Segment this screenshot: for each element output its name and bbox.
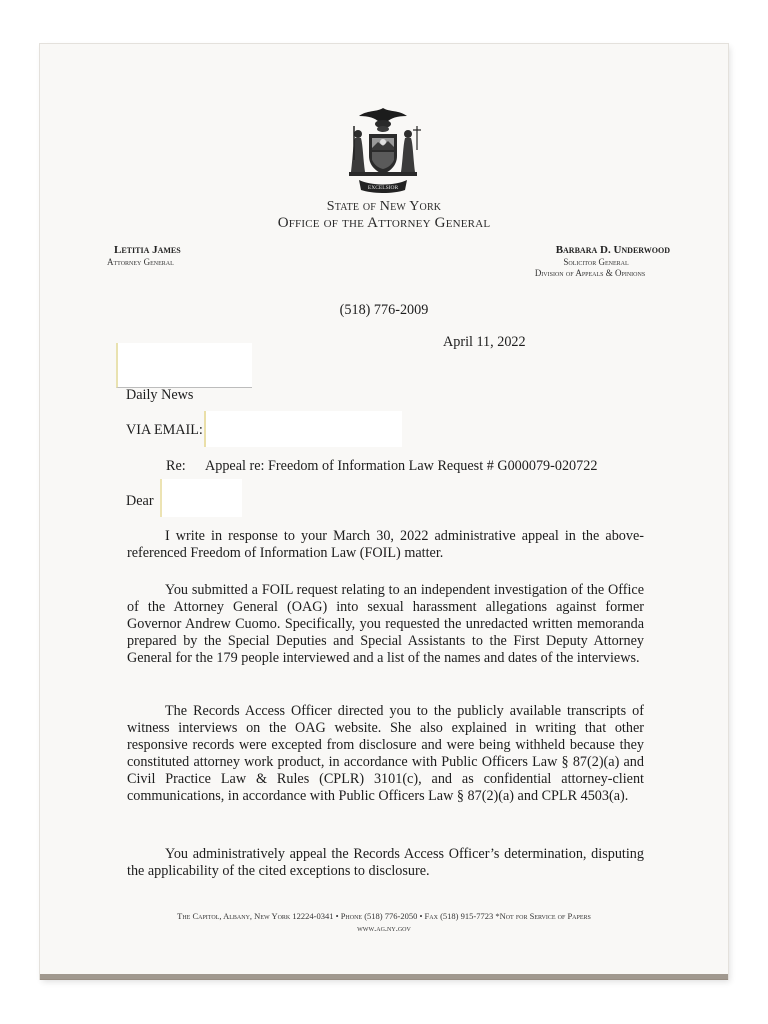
via-email-label: VIA EMAIL: (126, 422, 203, 438)
salutation: Dear (126, 493, 154, 509)
footer-address: The Capitol, Albany, New York 12224-0341 • Phone (518) 776-2050 • Fax (518) 915-7723 *Not for Service of Papers (177, 911, 591, 921)
solicitor-general-name: Barbara D. Underwood (555, 244, 670, 256)
redacted-recipient-name (116, 343, 252, 388)
footer-website: www.ag.ny.gov (357, 923, 411, 933)
attorney-general-name: Letitia James (114, 244, 181, 256)
new-york-state-seal-icon (337, 104, 429, 196)
agency-office: Office of the Attorney General (277, 215, 491, 231)
letter-date: April 11, 2022 (443, 334, 526, 350)
re-label: Re: (166, 458, 186, 474)
paragraph-3: The Records Access Officer directed you to the publicly available transcripts of witness interviews on the OAG website. She also explained in writing that other responsive records were excepted from disclosure and were being withheld because they constituted attorney work product, in accordance with Public Officers Law § 87(2)(a) and Civil Practice Law & Rules (CPLR) 3101(c), and as confidential attorney-client communications, in accordance with Public Officers Law § 87(2)(a) and CPLR 4503(a). (127, 703, 644, 804)
solicitor-general-title: Solicitor General (563, 257, 629, 267)
paragraph-2: You submitted a FOIL request relating to an independent investigation of the Office of the Attorney General (OAG) into sexual harassment allegations against former Governor Andrew Cuomo. Specifically, you requested the unredacted written memoranda prepared by the Special Deputies and Special Assistants to the First Deputy Attorney General for the 179 people interviewed and a list of the names and dates of the interviews. (127, 582, 644, 666)
paragraph-1: I write in response to your March 30, 2022 administrative appeal in the above-referenced Freedom of Information Law (FOIL) matter. (127, 528, 644, 561)
seal-motto: EXCELSIOR (367, 185, 399, 191)
paragraph-4: You administratively appeal the Records Access Officer’s determination, disputing the applicability of the cited exceptions to disclosure. (127, 846, 644, 879)
division-name: Division of Appeals & Opinions (534, 268, 646, 278)
recipient-organization: Daily News (126, 387, 194, 403)
re-subject: Appeal re: Freedom of Information Law Request # G000079-020722 (205, 458, 598, 474)
office-phone: (518) 776-2009 (339, 302, 429, 318)
redacted-recipient-salutation-name (160, 479, 242, 517)
redacted-email-address (204, 411, 402, 447)
agency-state: State of New York (326, 199, 442, 214)
attorney-general-title: Attorney General (107, 257, 174, 267)
page-bottom-edge (40, 974, 728, 980)
